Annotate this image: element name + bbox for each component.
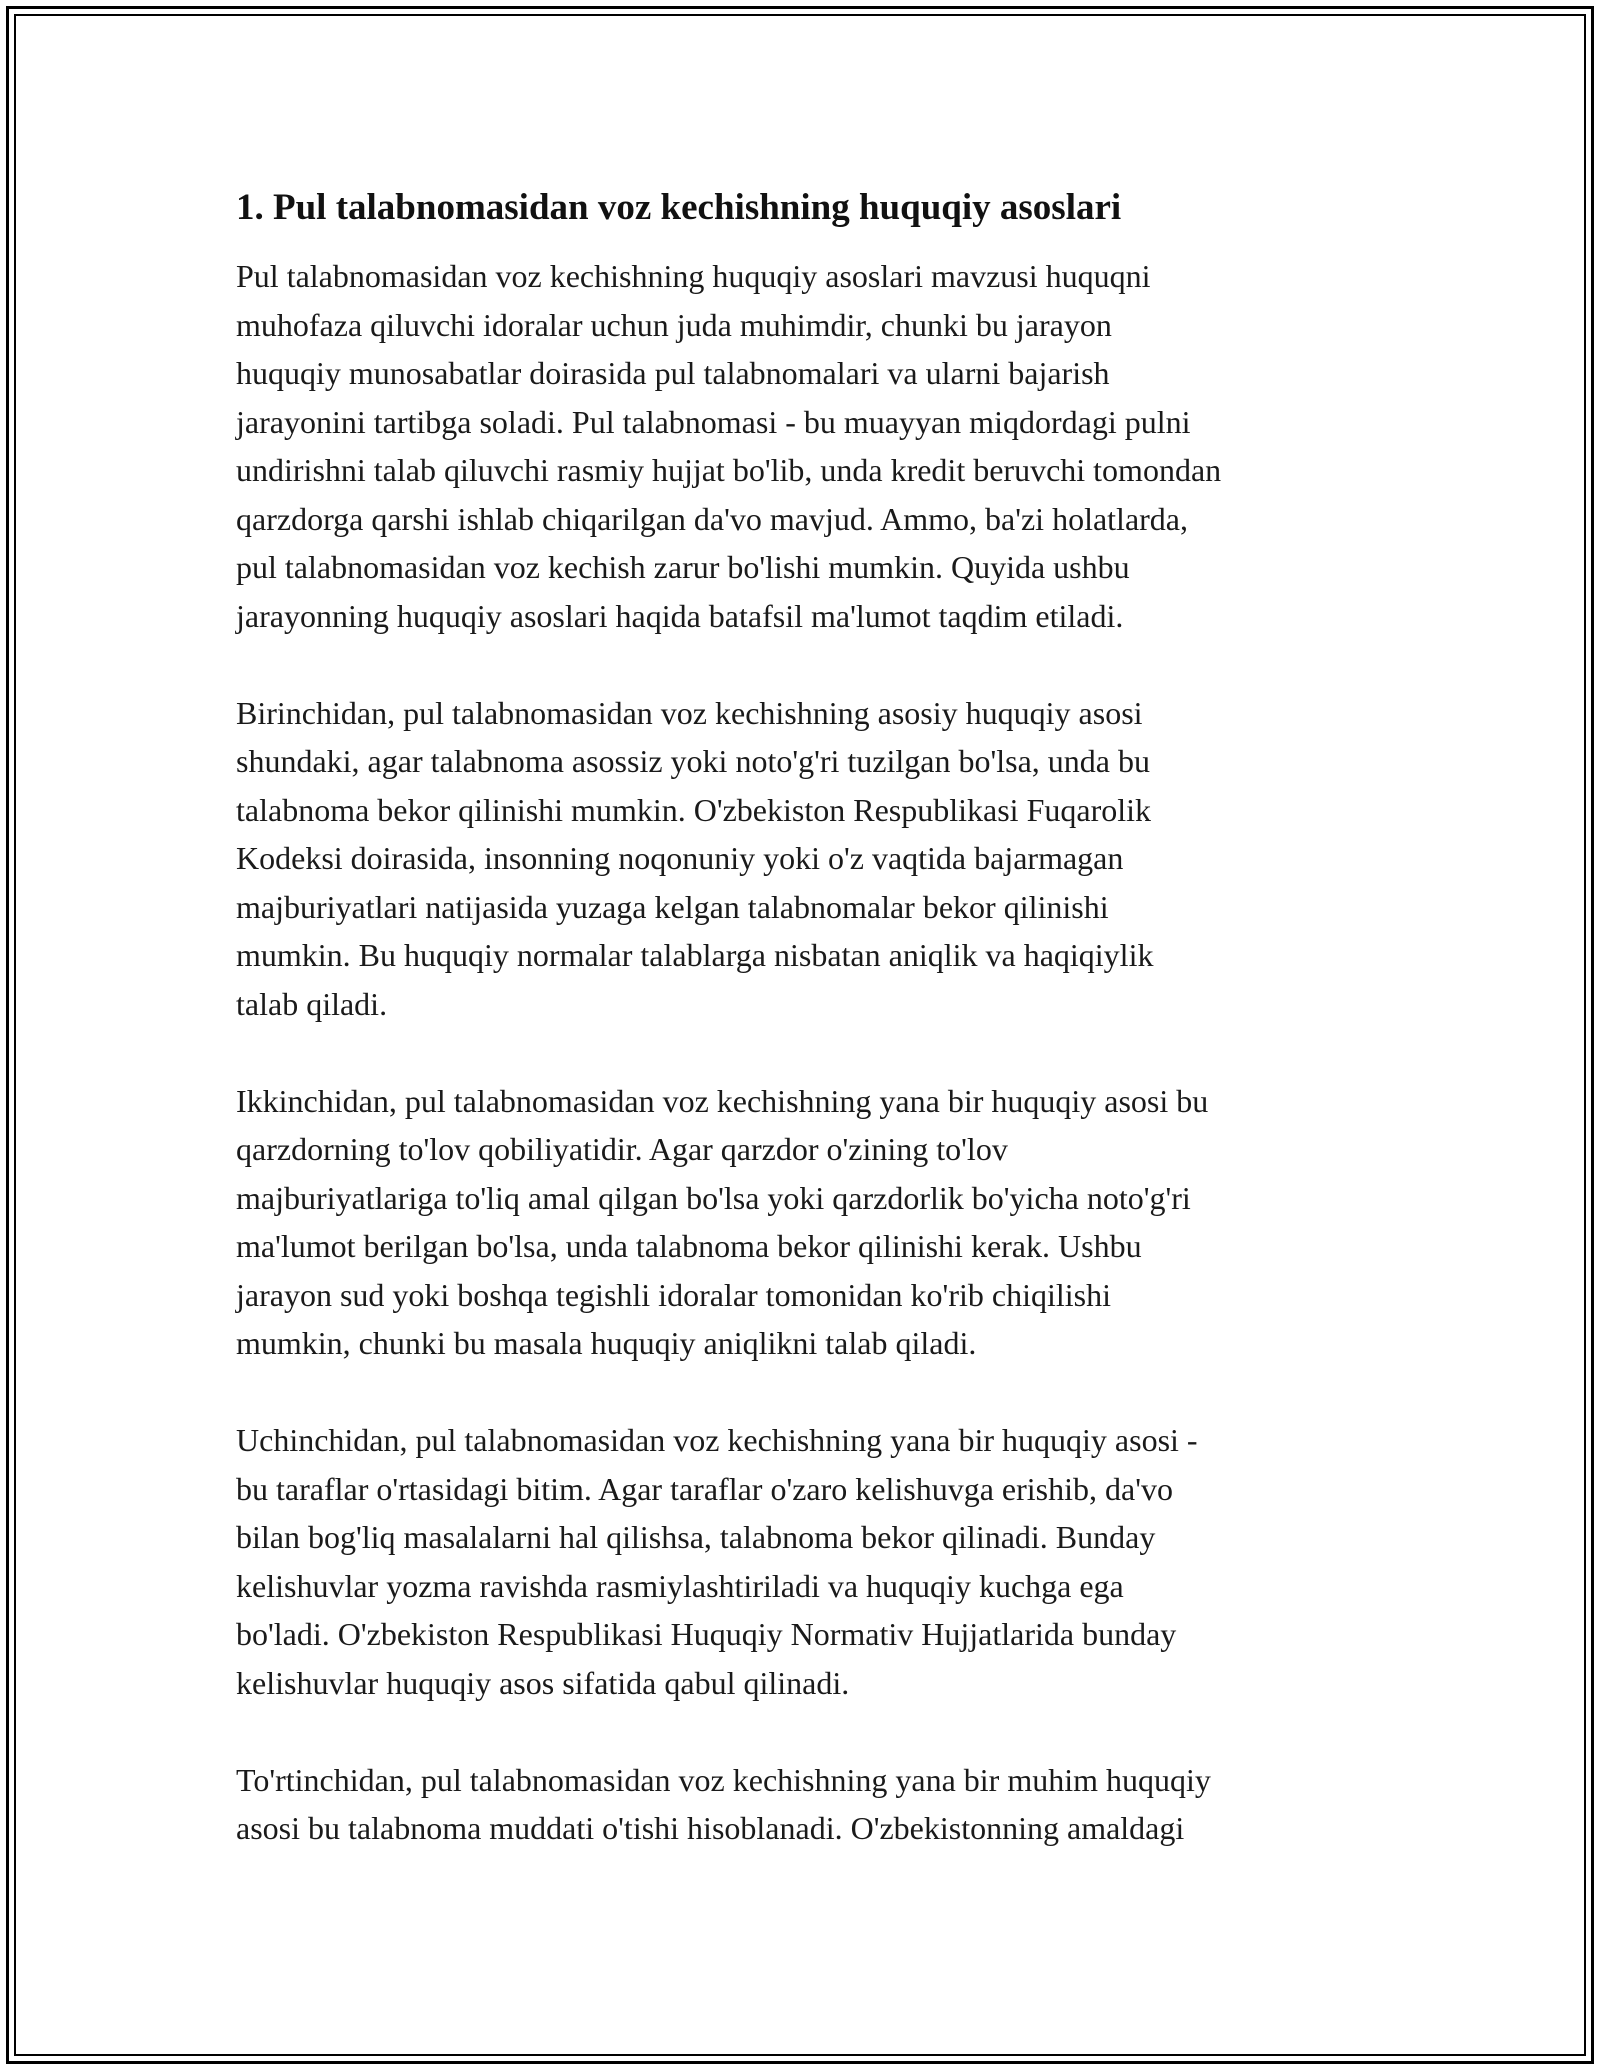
section-heading: 1. Pul talabnomasidan voz kechishning huquqiy asoslari <box>236 187 1122 228</box>
document-body <box>236 186 1386 1901</box>
paragraph-third-basis: Uchinchidan, pul talabnomasidan voz kechishning yana bir huquqiy asosi - bu taraflar o'rtasidagi bitim. Agar taraflar o'zaro kelishuvga erishib, da'vo bilan bog'liq masalalarni hal qilishsa, talabnoma bekor qilinadi. Bunday kelishuvlar yozma ravishda rasmiylashtiriladi va huquqiy kuchga ega bo'ladi. O'zbekiston Respublikasi Huquqiy Normativ Hujjatlarida bunday kelishuvlar huquqiy asos sifatida qabul qilinadi. <box>236 1422 1198 1701</box>
paragraph-fourth-basis: To'rtinchidan, pul talabnomasidan voz kechishning yana bir muhim huquqiy asosi bu talabnoma muddati o'tishi hisoblanadi. O'zbekistonning amaldagi <box>236 1761 1211 1847</box>
paragraph-second-basis: Ikkinchidan, pul talabnomasidan voz kechishning yana bir huquqiy asosi bu qarzdorning to'lov qobiliyatidir. Agar qarzdor o'zining to'lov majburiyatlariga to'liq amal qilgan bo'lsa yoki qarzdorlik bo'yicha noto'g'ri ma'lumot berilgan bo'lsa, unda talabnoma bekor qilinishi kerak. Ushbu jarayon sud yoki boshqa tegishli idoralar tomonidan ko'rib chiqilishi mumkin, chunki bu masala huquqiy aniqlikni talab qiladi. <box>236 1082 1209 1362</box>
paragraph-first-basis: Birinchidan, pul talabnomasidan voz kechishning asosiy huquqiy asosi shundaki, agar talabnoma asossiz yoki noto'g'ri tuzilgan bo'lsa, unda bu talabnoma bekor qilinishi mumkin. O'zbekiston Respublikasi Fuqarolik Kodeksi doirasida, insonning noqonuniy yoki o'z vaqtida bajarmagan majburiyatlari natijasida yuzaga kelgan talabnomalar bekor qilinishi mumkin. Bu huquqiy normalar talablarga nisbatan aniqlik va haqiqiylik talab qiladi. <box>236 694 1154 1022</box>
paragraph-intro: Pul talabnomasidan voz kechishning huquqiy asoslari mavzusi huquqni muhofaza qiluvchi idoralar uchun juda muhimdir, chunki bu jarayon huquqiy munosabatlar doirasida pul talabnomalari va ularni bajarish jarayonini tartibga soladi. Pul talabnomasi - bu muayyan miqdordagi pulni undirishni talab qiluvchi rasmiy hujjat bo'lib, unda kredit beruvchi tomondan qarzdorga qarshi ishlab chiqarilgan da'vo mavjud. Ammo, ba'zi holatlarda, pul talabnomasidan voz kechish zarur bo'lishi mumkin. Quyida ushbu jarayonning huquqiy asoslari haqida batafsil ma'lumot taqdim etiladi. <box>236 258 1222 634</box>
